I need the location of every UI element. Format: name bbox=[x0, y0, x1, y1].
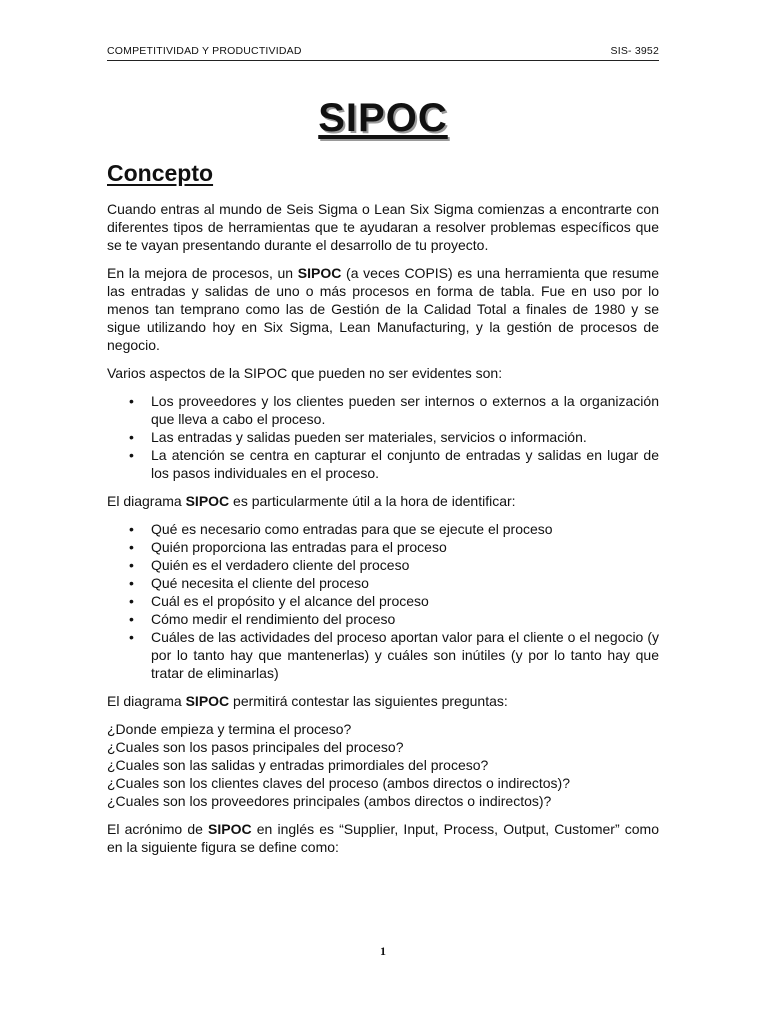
bold-term: SIPOC bbox=[208, 821, 252, 837]
header-course-name: COMPETITIVIDAD Y PRODUCTIVIDAD bbox=[107, 45, 302, 57]
body-content bbox=[107, 200, 659, 866]
question-line: ¿Donde empieza y termina el proceso? bbox=[107, 721, 352, 737]
page-header bbox=[107, 42, 659, 61]
bold-term: SIPOC bbox=[185, 693, 230, 709]
paragraph-questions-intro bbox=[107, 692, 659, 710]
text: permitirá contestar las siguientes preguntas: bbox=[229, 693, 508, 709]
text: El acrónimo de bbox=[107, 821, 209, 837]
document-page bbox=[107, 0, 661, 1024]
header-course-code: SIS- 3952 bbox=[610, 45, 659, 57]
question-line: ¿Cuales son los pasos principales del proceso? bbox=[107, 739, 404, 755]
text: es particularmente útil a la hora de identificar: bbox=[229, 493, 516, 509]
text: El diagrama bbox=[107, 693, 186, 709]
identify-list bbox=[107, 520, 659, 682]
document-title: SIPOC bbox=[318, 96, 448, 140]
list-item: • Cuáles de las actividades del proceso aportan valor para el cliente o el negocio (y por lo tanto hay que mantenerlas) y cuáles son inútiles (y por lo tanto hay que tratar de eliminarlas) bbox=[107, 628, 659, 682]
aspects-list bbox=[107, 392, 659, 482]
list-item: • Los proveedores y los clientes pueden ser internos o externos a la organización que lleva a cabo el proceso. bbox=[107, 392, 659, 428]
paragraph-definition bbox=[107, 264, 659, 354]
text: en inglés es “Supplier, Input, Process, Output, Customer” como en la siguiente figura se define como: bbox=[107, 821, 659, 855]
questions-list bbox=[107, 720, 659, 810]
question-line: ¿Cuales son los proveedores principales (ambos directos o indirectos)? bbox=[107, 793, 552, 809]
question-line: ¿Cuales son los clientes claves del proceso (ambos directos o indirectos)? bbox=[107, 775, 570, 791]
list-item: • Qué es necesario como entradas para que se ejecute el proceso bbox=[107, 520, 659, 538]
bold-term: SIPOC bbox=[297, 265, 342, 281]
bold-term: SIPOC bbox=[185, 493, 230, 509]
list-item: • Cuál es el propósito y el alcance del proceso bbox=[107, 592, 659, 610]
paragraph-intro: Cuando entras al mundo de Seis Sigma o Lean Six Sigma comienzas a encontrarte con diferentes tipos de herramientas que te ayudaran a resolver problemas específicos que se te vayan presentando durante el desarrollo de tu proyecto. bbox=[107, 201, 659, 253]
paragraph-acronym bbox=[107, 820, 659, 856]
list-item: • La atención se centra en capturar el conjunto de entradas y salidas en lugar de los pasos individuales en el proceso. bbox=[107, 446, 659, 482]
text: El diagrama bbox=[107, 493, 186, 509]
text: (a veces COPIS) es una herramienta que resume las entradas y salidas de uno o más procesos en forma de tabla. Fue en uso por lo menos tan temprano como las de Gestión de la Calidad Total a finales de 1980 y se sigue utilizando hoy en Six Sigma, Lean Manufacturing, y la gestión de procesos de negocio. bbox=[107, 265, 659, 353]
list-item: • Quién proporciona las entradas para el proceso bbox=[107, 538, 659, 556]
page-number: 1 bbox=[380, 944, 386, 958]
list-item: • Las entradas y salidas pueden ser materiales, servicios o información. bbox=[107, 428, 659, 446]
list-item: • Cómo medir el rendimiento del proceso bbox=[107, 610, 659, 628]
list-item: • Qué necesita el cliente del proceso bbox=[107, 574, 659, 592]
section-heading: Concepto bbox=[107, 160, 214, 186]
text: En la mejora de procesos, un bbox=[107, 265, 298, 281]
list-item: • Quién es el verdadero cliente del proceso bbox=[107, 556, 659, 574]
paragraph-identify-intro bbox=[107, 492, 659, 510]
question-line: ¿Cuales son las salidas y entradas primordiales del proceso? bbox=[107, 757, 489, 773]
paragraph-aspects-intro: Varios aspectos de la SIPOC que pueden no ser evidentes son: bbox=[107, 365, 503, 381]
